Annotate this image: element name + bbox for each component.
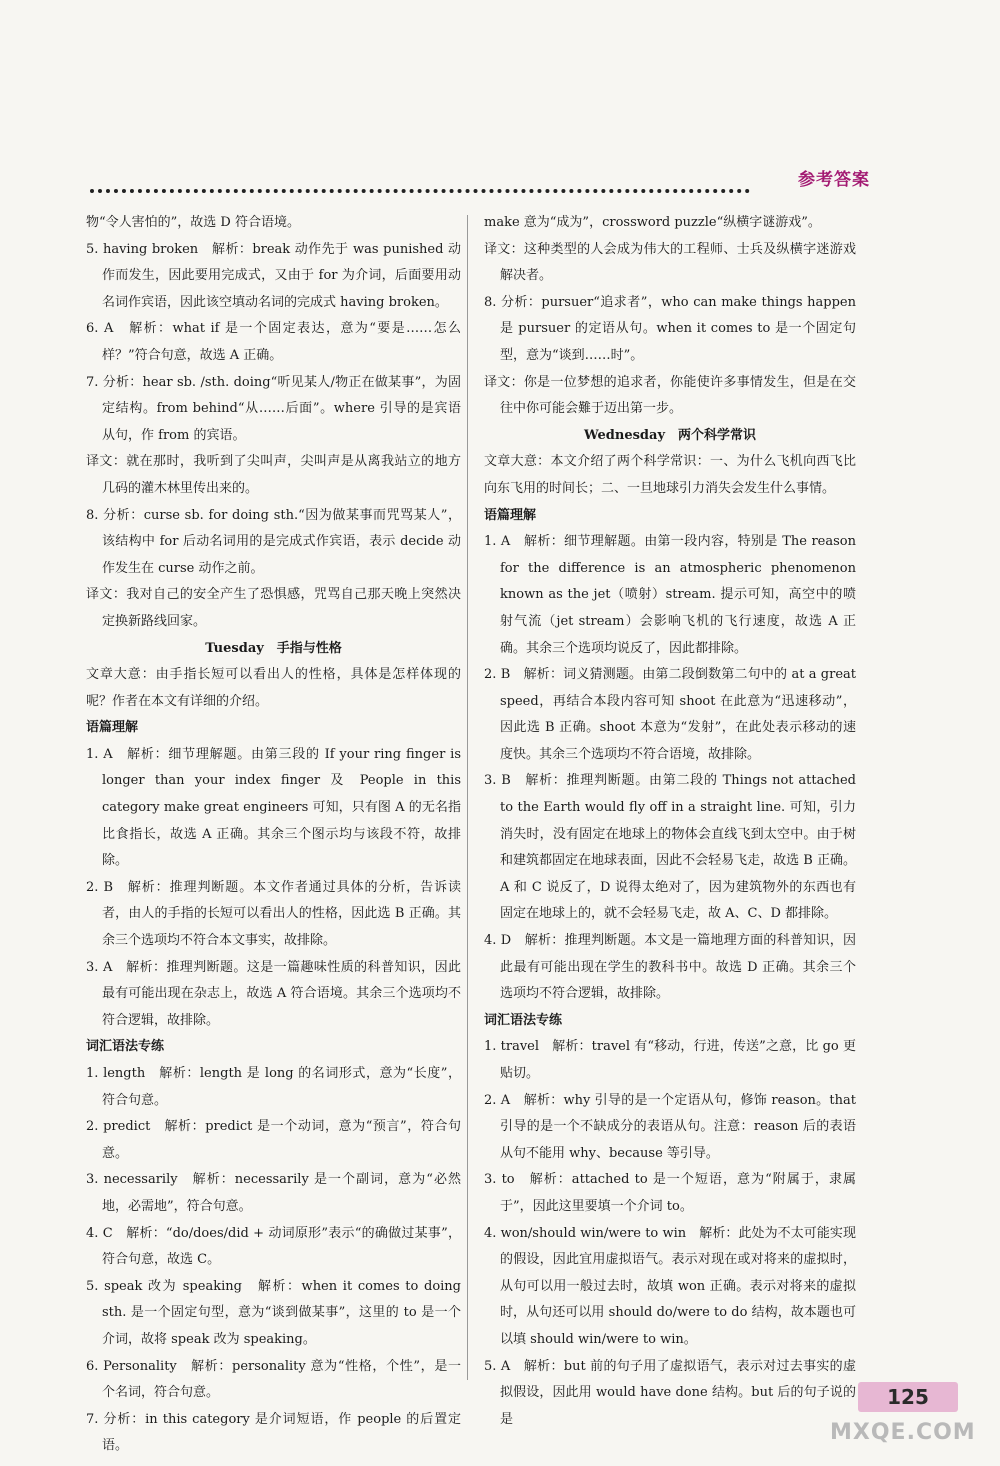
right-paragraph: 3. to 解析：attached to 是一个短语，意为“附属于，隶属于”，因此这里要填一个介词 to。 [484,1172,856,1214]
right-column [484,210,856,1433]
page-header [90,165,870,205]
left-paragraph: 5. having broken 解析：break 动作先于 was punished 动作而发生，因此要用完成式，又由于 for 为介词，后面要用动名词作宾语，因此该空填动名词的完成式 having broken。 [86,241,461,310]
left-paragraph: 译文：我对自己的安全产生了恐惧感，咒骂自己那天晚上突然决定换新路线回家。 [86,587,461,629]
right-paragraph: 1. A 解析：细节理解题。由第一段内容，特别是 The reason for the difference is an atmospheric phenomenon known as the jet（喷射）stream. 提示可知，高空中的喷射气流（jet stream）会影响飞机的飞行速度，故选 A 正确。其余三个选项均说反了，因此都排除。 [484,534,856,656]
left-paragraph: Tuesday 手指与性格 [205,640,342,656]
left-paragraph: 2. predict 解析：predict 是一个动词，意为“预言”，符合句意。 [86,1119,461,1161]
right-paragraph: 语篇理解 [484,507,537,523]
right-paragraph: 2. B 解析：词义猜测题。由第二段倒数第二句中的 at a great speed，再结合本段内容可知 shoot 在此意为“迅速移动”，因此选 B 正确。shoot 本意为“发射”，在此处表示移动的速度快。其余三个选项均不符合语境，故排除。 [484,667,856,762]
left-paragraph: 词汇语法专练 [86,1039,165,1055]
right-paragraph: Wednesday 两个科学常识 [583,427,756,443]
dotted-rule [90,169,750,193]
left-column [86,210,461,1460]
column-divider [467,215,468,1380]
header-title: 参考答案 [798,170,870,190]
left-paragraph: 1. A 解析：细节理解题。由第三段的 If your ring finger is longer than your index finger 及 People in this category make great engineers 可知，只有图 A 的无名指比食指长，故选 A 正确。其余三个图示均与该段不符，故排除。 [86,746,461,869]
left-paragraph: 文章大意：由手指长短可以看出人的性格，具体是怎样体现的呢？作者在本文有详细的介绍。 [86,667,461,709]
left-paragraph: 3. A 解析：推理判断题。这是一篇趣味性质的科普知识，因此最有可能出现在杂志上，故选 A 符合语境。其余三个选项均不符合逻辑，故排除。 [86,959,461,1028]
right-paragraph: 8. 分析：pursuer“追求者”，who can make things happen 是 pursuer 的定语从句。when it comes to 是一个固定句型，意为“谈到……时”。 [484,294,856,363]
left-paragraph: 5. speak 改为 speaking 解析：when it comes to doing sth. 是一个固定句型，意为“谈到做某事”，这里的 to 是一个介词，故将 speak 改为 speaking。 [86,1278,461,1347]
right-paragraph: 译文：这种类型的人会成为伟大的工程师、士兵及纵横字迷游戏解决者。 [484,241,856,284]
left-paragraph: 7. 分析：in this category 是介词短语，作 people 的后置定语。 [86,1411,461,1454]
left-paragraph: 8. 分析：curse sb. for doing sth.“因为做某事而咒骂某人”，该结构中 for 后动名词用的是完成式作宾语，表示 decide 动作发生在 curse 动作之前。 [86,507,461,576]
left-paragraph: 6. A 解析：what if 是一个固定表达，意为“要是……怎么样？”符合句意，故选 A 正确。 [86,321,461,363]
right-paragraph: 2. A 解析：why 引导的是一个定语从句，修饰 reason。that 引导的是一个不缺成分的表语从句。注意：reason 后的表语从句不能用 why、because 等引导。 [484,1092,856,1161]
watermark: MXQE.COM [830,1420,976,1445]
right-paragraph: 4. D 解析：推理判断题。本文是一篇地理方面的科普知识，因此最有可能出现在学生的教科书中。故选 D 正确。其余三个选项均不符合逻辑，故排除。 [484,933,856,1002]
left-paragraph: 2. B 解析：推理判断题。本文作者通过具体的分析，告诉读者，由人的手指的长短可以看出人的性格，因此选 B 正确。其余三个选项均不符合本文事实，故排除。 [86,879,461,949]
left-paragraph: 4. C 解析：“do/does/did + 动词原形”表示“的确做过某事”，符合句意，故选 C。 [86,1225,461,1268]
right-paragraph: 1. travel 解析：travel 有“移动，行进，传送”之意，比 go 更贴切。 [484,1039,856,1081]
right-paragraph: 译文：你是一位梦想的追求者，你能使许多事情发生，但是在交往中你可能会難于迈出第一步。 [484,374,856,417]
left-paragraph: 7. 分析：hear sb. /sth. doing“听见某人/物正在做某事”，为固定结构。from behind“从……后面”。where 引导的是宾语从句，作 from 的宾语。 [86,374,461,443]
right-paragraph: 词汇语法专练 [484,1012,563,1028]
left-paragraph: 1. length 解析：length 是 long 的名词形式，意为“长度”，符合句意。 [86,1066,461,1108]
left-paragraph: 3. necessarily 解析：necessarily 是一个副词，意为“必然地，必需地”，符合句意。 [86,1172,461,1214]
left-paragraph: 语篇理解 [86,720,139,736]
right-paragraph: make 意为“成为”，crossword puzzle“纵横字谜游戏”。 [484,215,821,230]
left-paragraph: 译文：就在那时，我听到了尖叫声，尖叫声是从离我站立的地方几码的灌木林里传出来的。 [86,454,461,496]
left-paragraph: 6. Personality 解析：personality 意为“性格，个性”，是一个名词，符合句意。 [86,1358,461,1401]
left-paragraph: 物“令人害怕的”，故选 D 符合语境。 [86,215,300,230]
right-paragraph: 文章大意：本文介绍了两个科学常识：一、为什么飞机向西飞比向东飞用的时间长；二、一旦地球引力消失会发生什么事情。 [484,454,856,496]
right-paragraph: 5. A 解析：but 前的句子用了虚拟语气，表示对过去事实的虚拟假设，因此用 would have done 结构。but 后的句子说的是 [484,1358,856,1427]
right-paragraph: 4. won/should win/were to win 解析：此处为不太可能实现的假设，因此宜用虚拟语气。表示对现在或对将来的虚拟时，从句可以用一般过去时，故填 won 正确。表示对将来的虚拟时，从句还可以用 should do/were to do 结构，故本题也可以填 should win/were to win。 [484,1225,856,1347]
right-paragraph: 3. B 解析：推理判断题。由第二段的 Things not attached to the Earth would fly off in a straight line. 可知，引力消失时，没有固定在地球上的物体会直线飞到太空中。由于树和建筑都固定在地球表面，因此不会轻易飞走，故选 B 正确。A 和 C 说反了，D 说得太绝对了，因为建筑物外的东西也有固定在地球上的，就不会轻易飞走，故 A、C、D 都排除。 [484,773,856,922]
page-number: 125 [858,1382,958,1412]
